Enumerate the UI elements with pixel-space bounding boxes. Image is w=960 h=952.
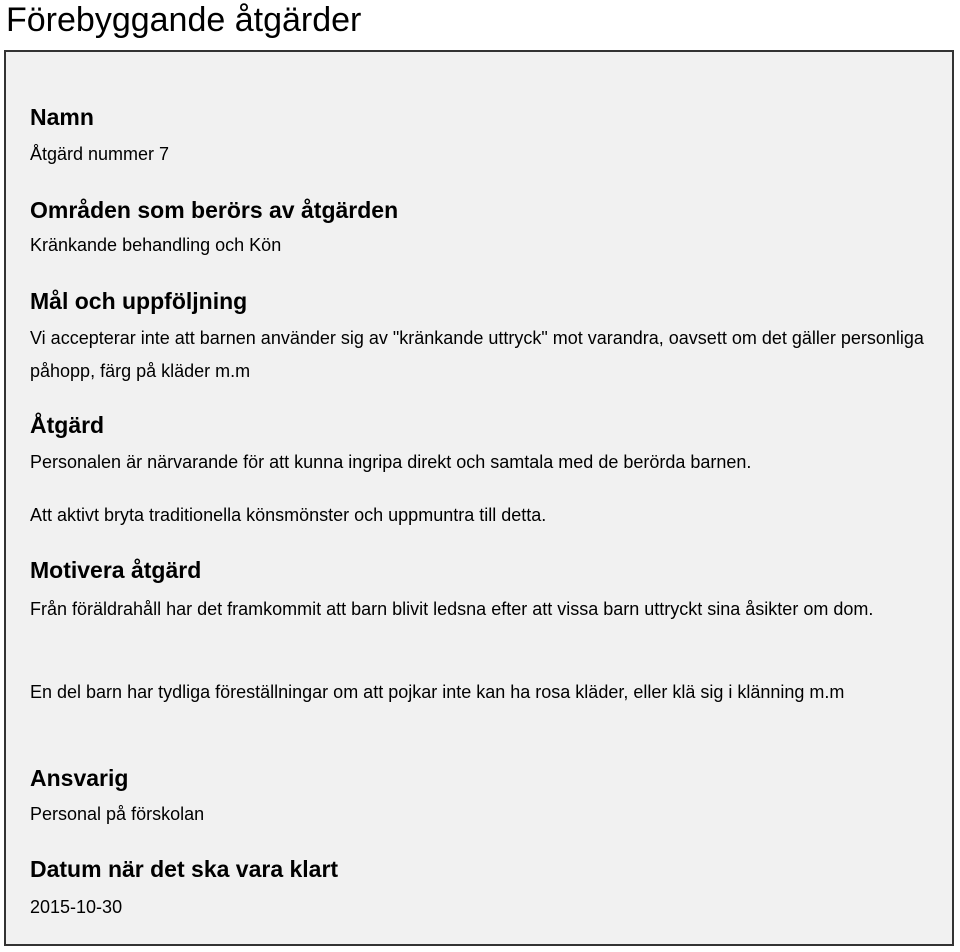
heading-omraden: Områden som berörs av åtgärden: [30, 197, 399, 223]
text-atgard-1: Personalen är närvarande för att kunna ingripa direkt och samtala med de berörda barnen.: [30, 452, 752, 472]
text-omraden: Kränkande behandling och Kön: [30, 235, 282, 255]
text-namn: Åtgärd nummer 7: [30, 144, 170, 164]
heading-atgard: Åtgärd: [30, 412, 105, 438]
heading-motivera: Motivera åtgärd: [30, 557, 202, 583]
text-datum: 2015-10-30: [30, 897, 123, 917]
page-title: Förebyggande åtgärder: [6, 1, 362, 39]
measure-panel: [4, 50, 954, 946]
text-ansvarig: Personal på förskolan: [30, 804, 205, 824]
text-motivera-1: Från föräldrahåll har det framkommit att barn blivit ledsna efter att vissa barn uttryckt sina åsikter om dom.: [30, 599, 874, 619]
heading-ansvarig: Ansvarig: [30, 765, 129, 791]
heading-datum: Datum när det ska vara klart: [30, 856, 339, 882]
text-atgard-2: Att aktivt bryta traditionella könsmönster och uppmuntra till detta.: [30, 505, 547, 525]
heading-namn: Namn: [30, 104, 94, 130]
text-motivera-2: En del barn har tydliga föreställningar om att pojkar inte kan ha rosa kläder, eller klä sig i klänning m.m: [30, 682, 845, 702]
heading-mal: Mål och uppföljning: [30, 288, 248, 314]
text-mal: Vi accepterar inte att barnen använder sig av "kränkande uttryck" mot varandra, oavsett om det gäller personliga påhopp, färg på kläder m.m: [30, 328, 924, 381]
